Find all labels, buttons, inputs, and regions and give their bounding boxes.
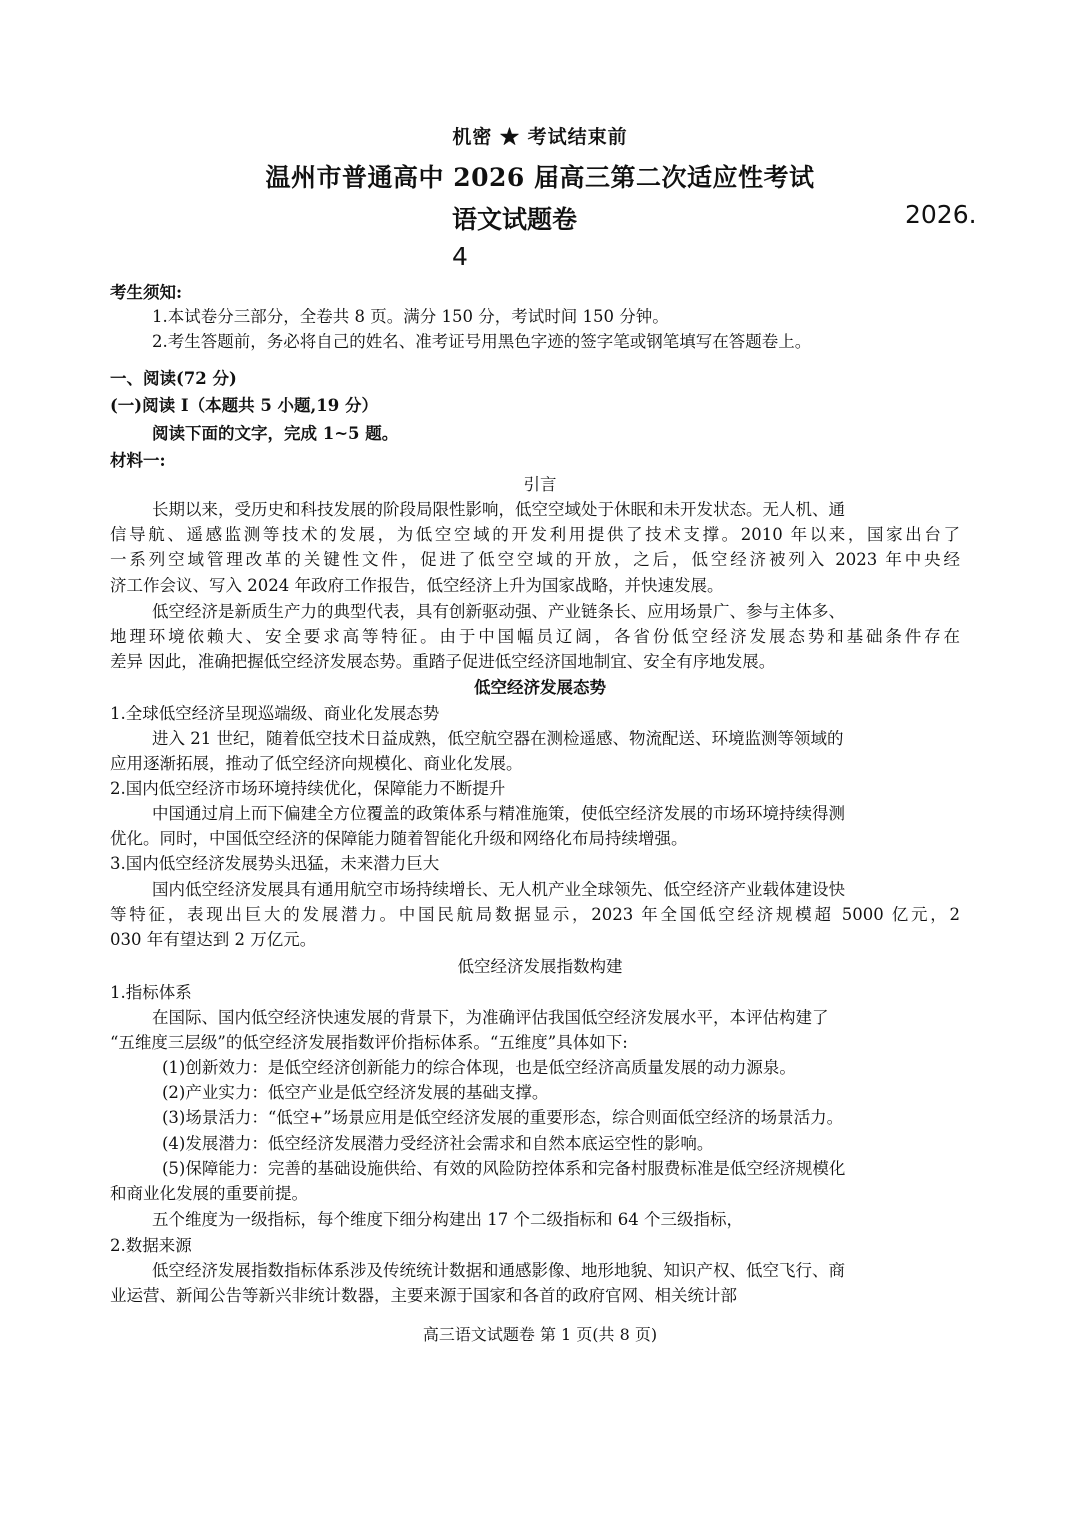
index2-heading: 2.数据来源 xyxy=(110,1236,192,1255)
intro-p1-line: 长期以来，受历史和科技发展的阶段局限性影响，低空空域处于休眠和未开发状态。无人机、通 xyxy=(152,500,845,519)
index-title: 低空经济发展指数构建 xyxy=(457,957,623,976)
exam-date-year: 2026. xyxy=(905,200,977,229)
intro-p1-line: 济工作会议、写入 2024 年政府工作报告，低空经济上升为国家战略，并快速发展。 xyxy=(110,576,724,595)
index1-line: “五维度三层级”的低空经济发展指数评价指标体系。“五维度”具体如下: xyxy=(110,1033,628,1052)
confidential-label: 机密 ★ 考试结束前 xyxy=(452,126,628,148)
intro-p2-line: 地理环境依赖大、安全要求高等特征。由于中国幅员辽阔，各省份低空经济发展态势和基础条件存在 xyxy=(110,627,960,646)
trend-title: 低空经济发展态势 xyxy=(474,678,606,697)
dimension-item: (1)创新效力：是低空经济创新能力的综合体现，也是低空经济高质量发展的动力源泉。 xyxy=(162,1058,796,1077)
dimension-item: (2)产业实力：低空产业是低空经济发展的基础支撑。 xyxy=(162,1083,549,1102)
intro-p1-line: 一系列空域管理改革的关键性文件，促进了低空空域的开放，之后，低空经济被列入 2023 年中央经 xyxy=(110,550,960,569)
trend3-line: 国内低空经济发展具有通用航空市场持续增长、无人机产业全球领先、低空经济产业载体建设快 xyxy=(152,880,845,899)
dimension-item: (5)保障能力：完善的基础设施供给、有效的风险防控体系和完备村服费标准是低空经济规模化 xyxy=(162,1159,846,1178)
exam-date-month: 4 xyxy=(452,242,468,271)
trend1-line: 应用逐渐拓展，推动了低空经济向规模化、商业化发展。 xyxy=(110,754,523,773)
index2-line: 业运营、新闻公告等新兴非统计数器，主要来源于国家和各首的政府官网、相关统计部 xyxy=(110,1286,737,1305)
dimension-item-cont: 和商业化发展的重要前提。 xyxy=(110,1184,308,1203)
index-summary: 五个维度为一级指标，每个维度下细分构建出 17 个二级指标和 64 个三级指标， xyxy=(152,1210,743,1229)
index1-line: 在国际、国内低空经济快速发展的背景下，为准确评估我国低空经济发展水平，本评估构建了 xyxy=(152,1008,829,1027)
trend1-line: 进入 21 世纪，随着低空技术日益成熟，低空航空器在测检遥感、物流配送、环境监测等领域的 xyxy=(152,729,844,748)
intro-p2-line: 低空经济是新质生产力的典型代表，具有创新驱动强、产业链条长、应用场景广、参与主体多、 xyxy=(152,602,845,621)
subsection-heading: (一)阅读 I（本题共 5 小题,19 分） xyxy=(110,396,378,415)
intro-p2-line: 差异 因此，准确把握低空经济发展态势。重踏子促进低空经济国地制宜、安全有序地发展。 xyxy=(110,652,776,671)
trend2-heading: 2.国内低空经济市场环境持续优化，保障能力不断提升 xyxy=(110,779,506,798)
trend2-line: 中国通过肩上而下偏建全方位覆盖的政策体系与精准施策，使低空经济发展的市场环境持续得测 xyxy=(152,804,845,823)
notice-heading: 考生须知: xyxy=(110,283,183,302)
intro-p1-line: 信导航、遥感监测等技术的发展，为低空空域的开发利用提供了技术支撑。2010 年以来，国家出台了 xyxy=(110,525,960,544)
intro-title: 引言 xyxy=(523,475,557,494)
subject-title: 语文试题卷 xyxy=(452,205,578,234)
dimension-item: (3)场景活力：“低空+”场景应用是低空经济发展的重要形态，综合则面低空经济的场景活力。 xyxy=(162,1108,844,1127)
index1-heading: 1.指标体系 xyxy=(110,983,192,1002)
trend3-line: 等特征，表现出巨大的发展潜力。中国民航局数据显示，2023 年全国低空经济规模超 5000 亿元，2 xyxy=(110,905,960,924)
dimension-item: (4)发展潜力：低空经济发展潜力受经济社会需求和自然本底运空性的影响。 xyxy=(162,1134,714,1153)
trend1-heading: 1.全球低空经济呈现巡端级、商业化发展态势 xyxy=(110,704,440,723)
exam-title: 温州市普通高中 2026 届高三第二次适应性考试 xyxy=(265,163,815,192)
page-footer: 高三语文试题卷 第 1 页(共 8 页) xyxy=(422,1325,658,1344)
section-heading: 一、阅读(72 分) xyxy=(110,369,237,388)
trend3-heading: 3.国内低空经济发展势头迅猛，未来潜力巨大 xyxy=(110,854,440,873)
notice-item-2: 2.考生答题前，务必将自己的姓名、准考证号用黑色字迹的签字笔或钢笔填写在答题卷上。 xyxy=(152,332,812,351)
trend3-line: 030 年有望达到 2 万亿元。 xyxy=(110,930,317,949)
reading-instruction: 阅读下面的文字，完成 1~5 题。 xyxy=(152,424,399,443)
material-label: 材料一: xyxy=(110,451,166,470)
index2-line: 低空经济发展指数指标体系涉及传统统计数据和通感影像、地形地貌、知识产权、低空飞行、商 xyxy=(152,1261,845,1280)
notice-item-1: 1.本试卷分三部分，全卷共 8 页。满分 150 分，考试时间 150 分钟。 xyxy=(152,307,669,326)
trend2-line: 优化。同时，中国低空经济的保障能力随着智能化升级和网络化布局持续增强。 xyxy=(110,829,688,848)
